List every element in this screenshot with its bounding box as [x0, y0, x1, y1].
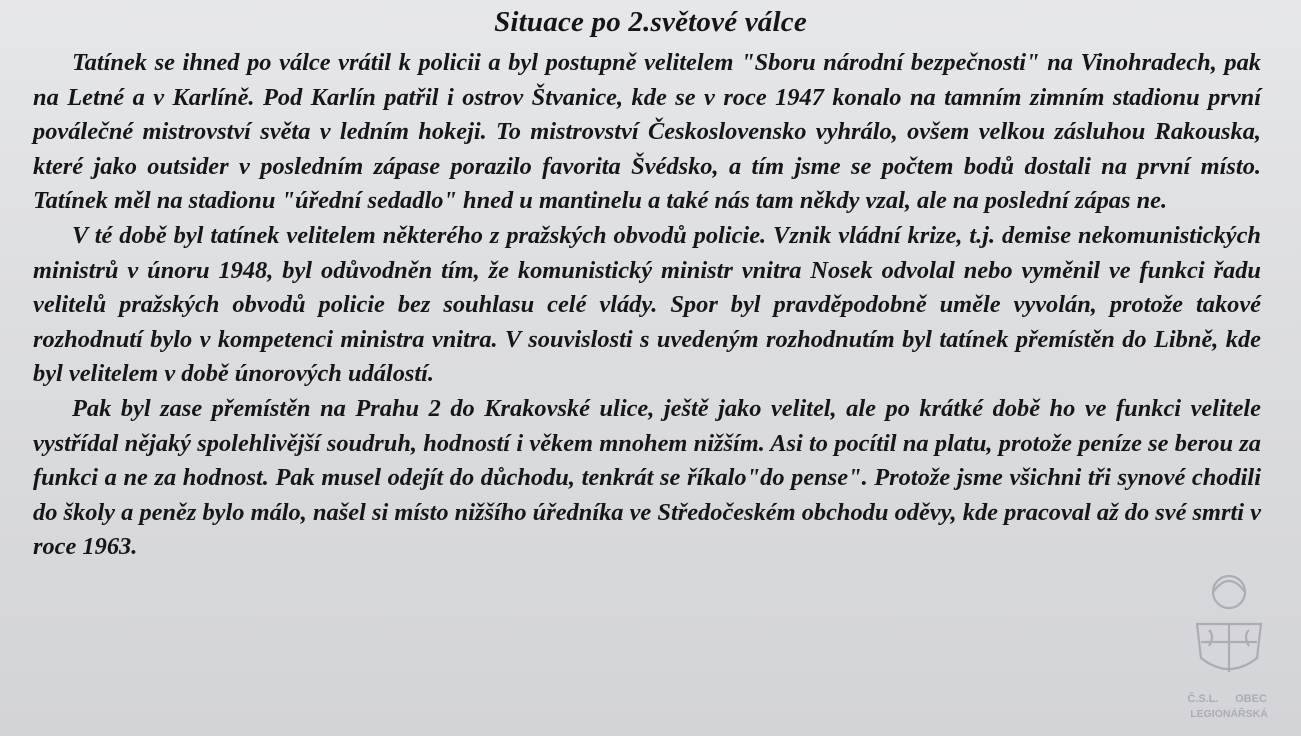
paragraph-2: V té době byl tatínek velitelem některého z pražských obvodů policie. Vznik vládní krize, t.j. demise nekomunistických ministrů v únoru 1948, byl odůvodněn tím, že komunistický ministr vnitra Nosek odvolal nebo vyměnil ve funkci řadu velitelů pražských obvodů policie bez souhlasu celé vlády. Spor byl pravděpodobně uměle vyvolán, protože takové rozhodnutí bylo v kompetenci ministra vnitra. V souvislosti s uvedeným rozhodnutím byl tatínek přemístěn do Libně, kde byl velitelem v době únorových událostí.	[33, 221, 1261, 388]
document-title: Situace po 2.světové válce	[494, 6, 807, 38]
watermark-line1: Č.S.L.	[1187, 693, 1219, 705]
watermark-line2: OBEC	[1235, 693, 1267, 705]
paragraph-3: Pak byl zase přemístěn na Prahu 2 do Krakovské ulice, ještě jako velitel, ale po krátké době ho ve funkci velitele vystřídal nějaký spolehlivější soudruh, hodností i věkem mnohem nižším. Asi to pocítil na platu, protože peníze se berou za funkci a ne za hodnost. Pak musel odejít do důchodu, tenkrát se říkalo"do pense". Protože jsme všichni tři synové chodili do školy a peněz bylo málo, našel si místo nižšího úředníka ve Středočeském obchodu oděvy, kde pracoval až do své smrti v roce 1963.	[33, 394, 1261, 561]
paragraph-1: Tatínek se ihned po válce vrátil k policii a byl postupně velitelem "Sboru národní bezpečnosti" na Vinohradech, pak na Letné a v Karlíně. Pod Karlín patřil i ostrov Štvanice, kde se v roce 1947 konalo na tamním zimním stadionu první poválečné mistrovství světa v ledním hokeji. To mistrovství Československo vyhrálo, ovšem velkou zásluhou Rakouska, které jako outsider v posledním zápase porazilo favorita Švédsko, a tím jsme se počtem bodů dostali na první místo. Tatínek měl na stadionu "úřední sedadlo" hned u mantinelu a také nás tam někdy vzal, ale na poslední zápas ne.	[33, 49, 1261, 215]
legion-emblem-icon	[1183, 562, 1275, 722]
watermark-line3: LEGIONÁŘSKÁ	[1190, 708, 1268, 720]
document-body	[33, 46, 1261, 565]
